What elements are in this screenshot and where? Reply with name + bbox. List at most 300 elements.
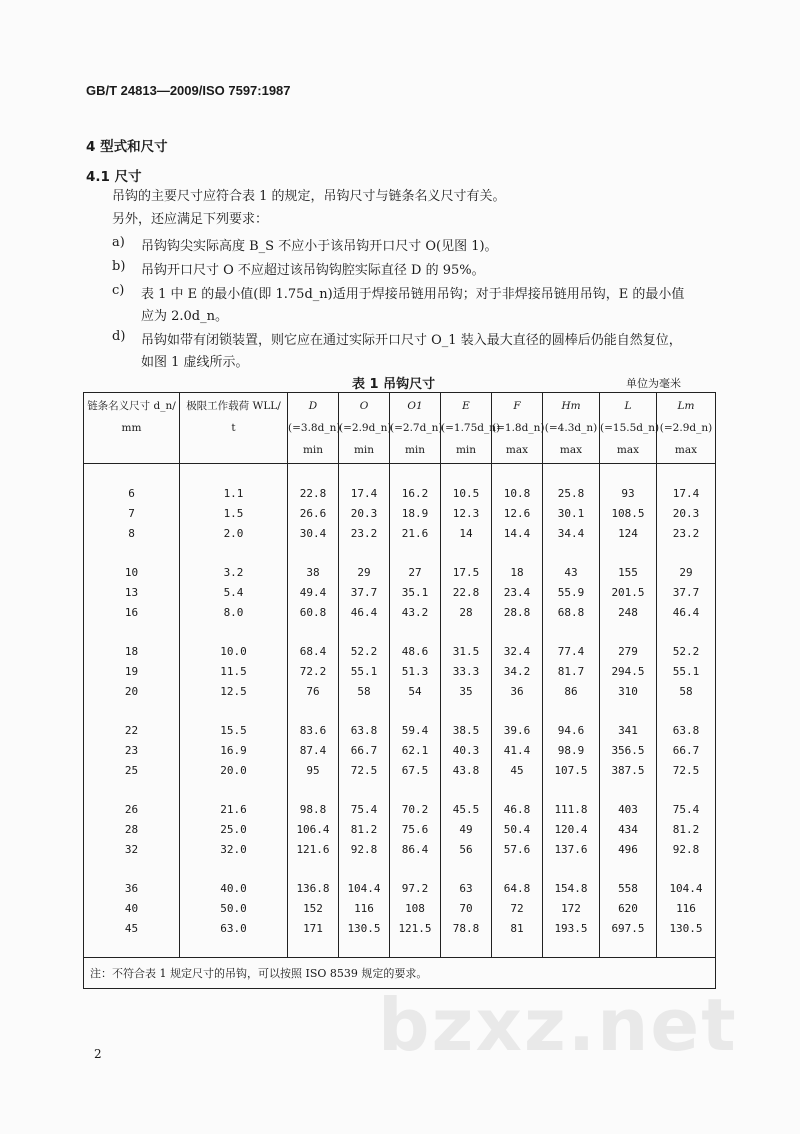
spacer-cell xyxy=(390,859,441,878)
list-item-text: 应为 2.0d_n。 xyxy=(141,309,229,324)
table-row xyxy=(84,503,716,523)
table-cell: 111.8 xyxy=(543,799,600,819)
table-cell: 63.8 xyxy=(339,720,390,740)
spacer-cell xyxy=(180,701,288,720)
table-cell: 50.0 xyxy=(180,898,288,918)
table-cell: 193.5 xyxy=(543,918,600,938)
table-cell: 39.6 xyxy=(492,720,543,740)
table-cell: 1.5 xyxy=(180,503,288,523)
table-cell: 137.6 xyxy=(543,839,600,859)
spacer-cell xyxy=(84,543,180,562)
spacer-cell xyxy=(180,780,288,799)
table-cell: 72.5 xyxy=(339,760,390,780)
table-cell: 93 xyxy=(600,483,657,503)
spacer-cell xyxy=(441,464,492,484)
list-label: a) xyxy=(112,235,125,250)
table-cell: 40.3 xyxy=(441,740,492,760)
table-cell: 36 xyxy=(492,681,543,701)
table-cell: 54 xyxy=(390,681,441,701)
table-cell: 67.5 xyxy=(390,760,441,780)
spacer-cell xyxy=(543,622,600,641)
table-cell: 12.6 xyxy=(492,503,543,523)
list-item-text: 表 1 中 E 的最小值(即 1.75d_n)适用于焊接吊链用吊钩；对于非焊接吊链用吊钩，E 的最小值 xyxy=(141,287,685,302)
spacer-row xyxy=(84,464,716,484)
spacer-row xyxy=(84,543,716,562)
spacer-cell xyxy=(339,938,390,958)
spacer-cell xyxy=(339,859,390,878)
table-cell: 72.5 xyxy=(657,760,716,780)
spacer-cell xyxy=(339,622,390,641)
table-cell: 11.5 xyxy=(180,661,288,681)
table-cell: 130.5 xyxy=(657,918,716,938)
spacer-cell xyxy=(543,780,600,799)
table-cell: 13 xyxy=(84,582,180,602)
table-cell: 60.8 xyxy=(288,602,339,622)
table-cell: 496 xyxy=(600,839,657,859)
spacer-cell xyxy=(543,543,600,562)
table-cell: 121.5 xyxy=(390,918,441,938)
spacer-cell xyxy=(180,859,288,878)
spacer-cell xyxy=(390,543,441,562)
table-cell: 55.1 xyxy=(657,661,716,681)
table-cell: 18 xyxy=(492,562,543,582)
table-cell: 3.2 xyxy=(180,562,288,582)
table-cell: 78.8 xyxy=(441,918,492,938)
table-cell: 403 xyxy=(600,799,657,819)
spacer-cell xyxy=(543,701,600,720)
spacer-cell xyxy=(657,938,716,958)
table-cell: 17.4 xyxy=(657,483,716,503)
table-cell: 81.7 xyxy=(543,661,600,681)
column-header-dim: D (=3.8d_n) min xyxy=(288,393,339,464)
column-header-wll: 极限工作载荷 WLL/ t xyxy=(180,393,288,464)
spacer-cell xyxy=(180,464,288,484)
table-cell: 55.1 xyxy=(339,661,390,681)
spacer-cell xyxy=(657,622,716,641)
table-cell: 50.4 xyxy=(492,819,543,839)
table-cell: 12.5 xyxy=(180,681,288,701)
table-cell: 21.6 xyxy=(390,523,441,543)
table-row xyxy=(84,720,716,740)
table-cell: 63.0 xyxy=(180,918,288,938)
table-row xyxy=(84,523,716,543)
table-cell: 107.5 xyxy=(543,760,600,780)
table-cell: 36 xyxy=(84,878,180,898)
table-cell: 341 xyxy=(600,720,657,740)
table-cell: 201.5 xyxy=(600,582,657,602)
table-cell: 81 xyxy=(492,918,543,938)
table-row xyxy=(84,681,716,701)
table-row xyxy=(84,819,716,839)
spacer-cell xyxy=(600,622,657,641)
spacer-cell xyxy=(84,464,180,484)
watermark: bzxz.net xyxy=(378,983,738,1067)
table-cell: 20 xyxy=(84,681,180,701)
list-label: d) xyxy=(112,329,126,344)
spacer-cell xyxy=(657,780,716,799)
table-cell: 104.4 xyxy=(339,878,390,898)
column-header-dim: O1 (=2.7d_n) min xyxy=(390,393,441,464)
list-label: c) xyxy=(112,283,125,298)
table-cell: 26.6 xyxy=(288,503,339,523)
spacer-cell xyxy=(390,464,441,484)
table-cell: 97.2 xyxy=(390,878,441,898)
spacer-cell xyxy=(441,780,492,799)
table-row xyxy=(84,918,716,938)
table-cell: 49.4 xyxy=(288,582,339,602)
table-cell: 62.1 xyxy=(390,740,441,760)
table-cell: 121.6 xyxy=(288,839,339,859)
spacer-cell xyxy=(657,701,716,720)
spacer-cell xyxy=(492,701,543,720)
spacer-cell xyxy=(492,859,543,878)
column-header-dim: E (=1.75d_n) min xyxy=(441,393,492,464)
paragraph: 吊钩的主要尺寸应符合表 1 的规定，吊钩尺寸与链条名义尺寸有关。 xyxy=(112,189,506,204)
spacer-cell xyxy=(288,859,339,878)
table-cell: 19 xyxy=(84,661,180,681)
table-cell: 152 xyxy=(288,898,339,918)
table-cell: 72.2 xyxy=(288,661,339,681)
table-cell: 12.3 xyxy=(441,503,492,523)
table-cell: 33.3 xyxy=(441,661,492,681)
spacer-row xyxy=(84,938,716,958)
table-cell: 1.1 xyxy=(180,483,288,503)
spacer-cell xyxy=(441,938,492,958)
spacer-cell xyxy=(492,622,543,641)
table-cell: 49 xyxy=(441,819,492,839)
spacer-cell xyxy=(180,622,288,641)
table-cell: 25.8 xyxy=(543,483,600,503)
table-cell: 28 xyxy=(84,819,180,839)
table-cell: 16.9 xyxy=(180,740,288,760)
spacer-cell xyxy=(600,938,657,958)
unit-label: 单位为毫米 xyxy=(626,377,681,390)
table-cell: 17.4 xyxy=(339,483,390,503)
table-cell: 8 xyxy=(84,523,180,543)
table-cell: 45 xyxy=(84,918,180,938)
spacer-cell xyxy=(339,780,390,799)
table-cell: 46.8 xyxy=(492,799,543,819)
table-cell: 697.5 xyxy=(600,918,657,938)
list-item-text: 吊钩钩尖实际高度 B_S 不应小于该吊钩开口尺寸 O(见图 1)。 xyxy=(141,239,498,254)
table-cell: 32 xyxy=(84,839,180,859)
table-cell: 2.0 xyxy=(180,523,288,543)
spacer-cell xyxy=(339,464,390,484)
table-cell: 35.1 xyxy=(390,582,441,602)
table-cell: 70.2 xyxy=(390,799,441,819)
page-number: 2 xyxy=(94,1047,102,1061)
table-cell: 23.2 xyxy=(657,523,716,543)
table-cell: 68.8 xyxy=(543,602,600,622)
table-cell: 98.8 xyxy=(288,799,339,819)
table-cell: 32.0 xyxy=(180,839,288,859)
spacer-cell xyxy=(390,701,441,720)
spacer-cell xyxy=(339,701,390,720)
spacer-cell xyxy=(492,780,543,799)
table-cell: 37.7 xyxy=(657,582,716,602)
list-label: b) xyxy=(112,259,126,274)
table-cell: 120.4 xyxy=(543,819,600,839)
table-cell: 35 xyxy=(441,681,492,701)
table-cell: 38.5 xyxy=(441,720,492,740)
table-cell: 48.6 xyxy=(390,641,441,661)
spacer-cell xyxy=(84,701,180,720)
table-cell: 8.0 xyxy=(180,602,288,622)
table-cell: 45.5 xyxy=(441,799,492,819)
table-cell: 26 xyxy=(84,799,180,819)
spacer-cell xyxy=(492,938,543,958)
subsection-heading: 4.1 尺寸 xyxy=(86,169,142,185)
table-cell: 94.6 xyxy=(543,720,600,740)
table-cell: 23 xyxy=(84,740,180,760)
table-cell: 77.4 xyxy=(543,641,600,661)
table-cell: 10 xyxy=(84,562,180,582)
spacer-cell xyxy=(339,543,390,562)
table-cell: 23.2 xyxy=(339,523,390,543)
table-cell: 95 xyxy=(288,760,339,780)
table-cell: 434 xyxy=(600,819,657,839)
table-cell: 86 xyxy=(543,681,600,701)
table-cell: 22.8 xyxy=(441,582,492,602)
spacer-cell xyxy=(84,622,180,641)
table-cell: 356.5 xyxy=(600,740,657,760)
standard-code: GB/T 24813—2009/ISO 7597:1987 xyxy=(86,83,291,98)
spacer-row xyxy=(84,780,716,799)
table-cell: 81.2 xyxy=(657,819,716,839)
table-cell: 20.3 xyxy=(339,503,390,523)
spacer-cell xyxy=(288,938,339,958)
table-cell: 136.8 xyxy=(288,878,339,898)
table-row xyxy=(84,562,716,582)
column-header-dim: Hm (=4.3d_n) max xyxy=(543,393,600,464)
spacer-cell xyxy=(492,464,543,484)
spacer-cell xyxy=(657,464,716,484)
table-row xyxy=(84,799,716,819)
table-cell: 75.4 xyxy=(339,799,390,819)
table-cell: 25.0 xyxy=(180,819,288,839)
column-header-dim: O (=2.9d_n) min xyxy=(339,393,390,464)
spacer-cell xyxy=(600,543,657,562)
table-cell: 52.2 xyxy=(657,641,716,661)
spacer-cell xyxy=(600,859,657,878)
spacer-row xyxy=(84,701,716,720)
table-cell: 16 xyxy=(84,602,180,622)
column-header-chain-size: 链条名义尺寸 d_n/ mm xyxy=(84,393,180,464)
spacer-cell xyxy=(288,701,339,720)
table-cell: 31.5 xyxy=(441,641,492,661)
table-cell: 154.8 xyxy=(543,878,600,898)
table-cell: 66.7 xyxy=(339,740,390,760)
spacer-cell xyxy=(84,938,180,958)
table-cell: 106.4 xyxy=(288,819,339,839)
table-cell: 387.5 xyxy=(600,760,657,780)
table-cell: 10.8 xyxy=(492,483,543,503)
table-cell: 130.5 xyxy=(339,918,390,938)
table-cell: 92.8 xyxy=(657,839,716,859)
table-cell: 248 xyxy=(600,602,657,622)
table-cell: 30.1 xyxy=(543,503,600,523)
table-cell: 34.2 xyxy=(492,661,543,681)
spacer-cell xyxy=(657,543,716,562)
table-cell: 10.5 xyxy=(441,483,492,503)
spacer-cell xyxy=(390,780,441,799)
section-heading: 4 型式和尺寸 xyxy=(86,139,168,155)
table-cell: 57.6 xyxy=(492,839,543,859)
dimensions-table xyxy=(83,392,716,989)
table-cell: 172 xyxy=(543,898,600,918)
table-cell: 18.9 xyxy=(390,503,441,523)
table-cell: 51.3 xyxy=(390,661,441,681)
spacer-cell xyxy=(390,938,441,958)
table-body xyxy=(84,464,716,989)
table-cell: 58 xyxy=(339,681,390,701)
column-header-dim: F (=1.8d_n) max xyxy=(492,393,543,464)
table-cell: 20.3 xyxy=(657,503,716,523)
table-cell: 98.9 xyxy=(543,740,600,760)
table-cell: 6 xyxy=(84,483,180,503)
table-cell: 75.6 xyxy=(390,819,441,839)
spacer-cell xyxy=(543,938,600,958)
spacer-cell xyxy=(600,701,657,720)
column-header-dim: Lm (=2.9d_n) max xyxy=(657,393,716,464)
table-cell: 87.4 xyxy=(288,740,339,760)
table-cell: 34.4 xyxy=(543,523,600,543)
table-cell: 294.5 xyxy=(600,661,657,681)
table-row xyxy=(84,760,716,780)
table-cell: 28.8 xyxy=(492,602,543,622)
table-cell: 21.6 xyxy=(180,799,288,819)
spacer-cell xyxy=(441,701,492,720)
column-header-dim: L (=15.5d_n) max xyxy=(600,393,657,464)
table-row xyxy=(84,839,716,859)
table-cell: 66.7 xyxy=(657,740,716,760)
spacer-cell xyxy=(543,464,600,484)
table-cell: 43.8 xyxy=(441,760,492,780)
table-cell: 108 xyxy=(390,898,441,918)
table-cell: 20.0 xyxy=(180,760,288,780)
list-item-text: 如图 1 虚线所示。 xyxy=(141,355,249,370)
table-cell: 75.4 xyxy=(657,799,716,819)
table-cell: 15.5 xyxy=(180,720,288,740)
table-cell: 43.2 xyxy=(390,602,441,622)
spacer-cell xyxy=(180,543,288,562)
table-cell: 29 xyxy=(657,562,716,582)
table-cell: 86.4 xyxy=(390,839,441,859)
paragraph: 另外，还应满足下列要求： xyxy=(112,212,269,227)
table-cell: 620 xyxy=(600,898,657,918)
table-cell: 7 xyxy=(84,503,180,523)
spacer-cell xyxy=(600,464,657,484)
table-cell: 18 xyxy=(84,641,180,661)
table-cell: 40.0 xyxy=(180,878,288,898)
table-cell: 83.6 xyxy=(288,720,339,740)
spacer-cell xyxy=(288,780,339,799)
table-row xyxy=(84,661,716,681)
spacer-cell xyxy=(390,622,441,641)
spacer-cell xyxy=(441,622,492,641)
table-cell: 56 xyxy=(441,839,492,859)
spacer-cell xyxy=(600,780,657,799)
table-cell: 64.8 xyxy=(492,878,543,898)
table-cell: 37.7 xyxy=(339,582,390,602)
table-cell: 14.4 xyxy=(492,523,543,543)
table-cell: 22.8 xyxy=(288,483,339,503)
table-cell: 46.4 xyxy=(657,602,716,622)
table-cell: 29 xyxy=(339,562,390,582)
spacer-cell xyxy=(288,543,339,562)
table-cell: 81.2 xyxy=(339,819,390,839)
table-cell: 63.8 xyxy=(657,720,716,740)
table-cell: 171 xyxy=(288,918,339,938)
table-cell: 32.4 xyxy=(492,641,543,661)
table-cell: 40 xyxy=(84,898,180,918)
table-cell: 108.5 xyxy=(600,503,657,523)
table-cell: 10.0 xyxy=(180,641,288,661)
spacer-cell xyxy=(288,464,339,484)
table-cell: 59.4 xyxy=(390,720,441,740)
table-row xyxy=(84,641,716,661)
spacer-cell xyxy=(180,938,288,958)
table-cell: 76 xyxy=(288,681,339,701)
table-cell: 155 xyxy=(600,562,657,582)
spacer-row xyxy=(84,859,716,878)
spacer-cell xyxy=(84,780,180,799)
table-cell: 58 xyxy=(657,681,716,701)
table-cell: 5.4 xyxy=(180,582,288,602)
table-cell: 41.4 xyxy=(492,740,543,760)
list-item-text: 吊钩如带有闭锁装置，则它应在通过实际开口尺寸 O_1 装入最大直径的圆棒后仍能自然复位， xyxy=(141,333,682,348)
spacer-row xyxy=(84,622,716,641)
table-cell: 558 xyxy=(600,878,657,898)
table-row xyxy=(84,602,716,622)
spacer-cell xyxy=(288,622,339,641)
list-item-text: 吊钩开口尺寸 O 不应超过该吊钩钩腔实际直径 D 的 95%。 xyxy=(141,263,485,278)
table-cell: 52.2 xyxy=(339,641,390,661)
table-header-row xyxy=(84,393,716,464)
spacer-cell xyxy=(657,859,716,878)
spacer-cell xyxy=(441,543,492,562)
table-cell: 30.4 xyxy=(288,523,339,543)
table-row xyxy=(84,898,716,918)
table-cell: 104.4 xyxy=(657,878,716,898)
table-cell: 45 xyxy=(492,760,543,780)
table-cell: 46.4 xyxy=(339,602,390,622)
table-cell: 43 xyxy=(543,562,600,582)
table-cell: 25 xyxy=(84,760,180,780)
table-note: 注：不符合表 1 规定尺寸的吊钩，可以按照 ISO 8539 规定的要求。 xyxy=(84,958,716,989)
table-cell: 22 xyxy=(84,720,180,740)
spacer-cell xyxy=(543,859,600,878)
table-caption: 表 1 吊钩尺寸 xyxy=(352,377,436,392)
table-cell: 70 xyxy=(441,898,492,918)
table-row xyxy=(84,483,716,503)
table-cell: 116 xyxy=(339,898,390,918)
table-cell: 116 xyxy=(657,898,716,918)
table-cell: 55.9 xyxy=(543,582,600,602)
table-row xyxy=(84,740,716,760)
table-cell: 23.4 xyxy=(492,582,543,602)
table-cell: 14 xyxy=(441,523,492,543)
spacer-cell xyxy=(84,859,180,878)
table-cell: 28 xyxy=(441,602,492,622)
table-cell: 38 xyxy=(288,562,339,582)
table-cell: 16.2 xyxy=(390,483,441,503)
table-cell: 124 xyxy=(600,523,657,543)
spacer-cell xyxy=(441,859,492,878)
table-cell: 72 xyxy=(492,898,543,918)
table-cell: 310 xyxy=(600,681,657,701)
table-cell: 63 xyxy=(441,878,492,898)
